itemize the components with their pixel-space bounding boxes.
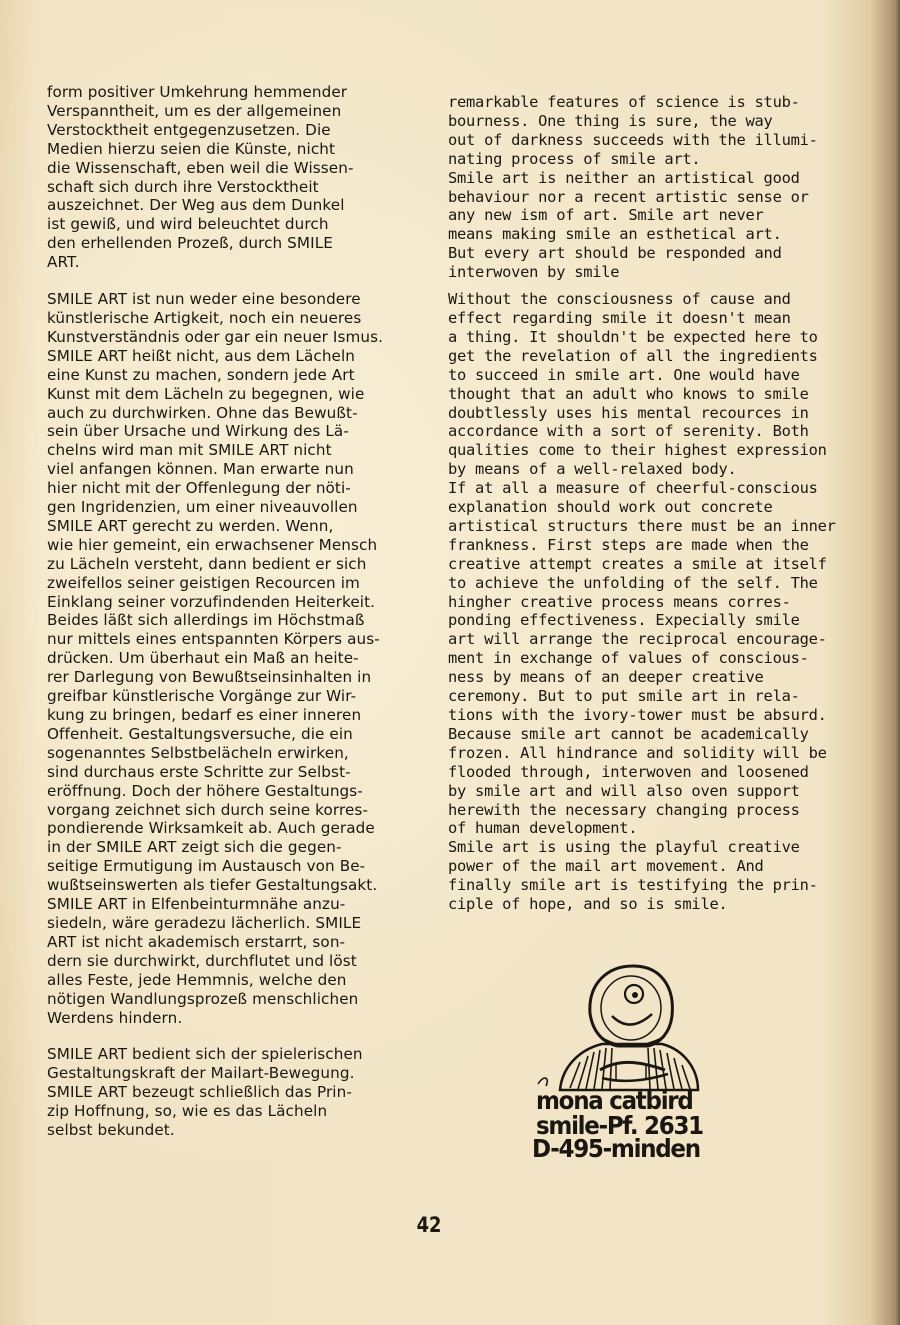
text-line: If at all a measure of cheerful-conscious	[448, 479, 818, 498]
text-line: ist gewiß, und wird beleuchtet durch	[47, 215, 329, 234]
german-text-column	[47, 83, 419, 1140]
text-line: bourness. One thing is sure, the way	[448, 111, 773, 130]
text-line: out of darkness succeeds with the illumi-	[448, 130, 818, 149]
text-line: Gestaltungskraft der Mailart-Bewegung.	[47, 1064, 355, 1083]
text-line: nur mittels eines entspannten Körpers aus-	[47, 630, 380, 649]
text-line: künstlerische Artigkeit, noch ein neueres	[47, 308, 362, 327]
text-line: selbst bekundet.	[47, 1121, 175, 1140]
text-line: Beides läßt sich allerdings im Höchstmaß	[47, 611, 365, 630]
text-line: wußtseinswerten als tiefer Gestaltungsakt.	[47, 876, 378, 895]
text-line: rer Darlegung von Bewußtseinsinhalten in	[47, 668, 372, 687]
text-line: zip Hoffnung, so, wie es das Lächeln	[47, 1102, 328, 1121]
text-line: sein über Ursache und Wirkung des Lä-	[47, 422, 349, 441]
text-line: by means of a well-relaxed body.	[448, 460, 737, 479]
stamp-city: D-495-minden	[532, 1134, 700, 1163]
text-line: siedeln, wäre geradezu lächerlich. SMILE	[47, 913, 362, 932]
text-line: auszeichnet. Der Weg aus dem Dunkel	[47, 196, 345, 215]
text-line: frozen. All hindrance and solidity will be	[448, 743, 827, 762]
text-line: tions with the ivory-tower must be absurd.	[448, 706, 827, 724]
text-line: sind durchaus erste Schritte zur Selbst-	[47, 762, 351, 781]
text-line: frankness. First steps are made when the	[448, 535, 809, 554]
text-line: die Wissenschaft, eben weil die Wissen-	[47, 158, 354, 177]
text-line: to succeed in smile art. One would have	[448, 365, 800, 384]
left-paragraph-2	[47, 290, 419, 1027]
text-line: kung zu bringen, bedarf es einer inneren	[47, 706, 362, 724]
text-line: qualities come to their highest expression	[448, 441, 827, 460]
text-line: drücken. Um überhaut ein Maß an heite-	[47, 649, 359, 668]
text-line: zweifellos seiner geistigen Recourcen im	[47, 573, 360, 592]
text-line: effect regarding smile it doesn't mean	[448, 308, 791, 327]
english-text-column	[448, 93, 836, 914]
stamp-name: mona catbird	[536, 1086, 693, 1115]
text-line: flooded through, interwoven and loosened	[448, 762, 809, 781]
text-line: schaft sich durch ihre Verstocktheit	[47, 177, 319, 196]
text-line: in der SMILE ART zeigt sich die gegen-	[47, 838, 342, 857]
text-line: accordance with a sort of serenity. Both	[448, 422, 809, 441]
left-paragraph-3	[47, 1045, 419, 1140]
text-line: form positiver Umkehrung hemmender	[47, 83, 348, 101]
text-line: Without the consciousness of cause and	[448, 290, 791, 309]
text-line: means making smile an esthetical art.	[448, 225, 782, 244]
text-line: any new ism of art. Smile art never	[448, 206, 764, 225]
text-line: art will arrange the reciprocal encourage-	[448, 630, 827, 649]
text-line: viel anfangen können. Man erwarte nun	[47, 460, 354, 479]
right-paragraph-1	[448, 93, 833, 282]
right-paragraph-2	[448, 290, 836, 914]
stamp-postbox: smile-Pf. 2631	[536, 1111, 703, 1140]
mona-catbird-stamp	[530, 958, 720, 1168]
text-line: Smile art is using the playful creative	[448, 838, 800, 857]
text-line: finally smile art is testifying the prin-	[448, 876, 818, 895]
text-line: Medien hierzu seien die Künste, nicht	[47, 139, 336, 158]
text-line: Kunstverständnis oder gar ein neuer Ismus.	[47, 327, 384, 346]
text-line: SMILE ART ist nun weder eine besondere	[47, 290, 361, 309]
text-line: power of the mail art movement. And	[448, 857, 764, 876]
text-line: seitige Ermutigung im Austausch von Be-	[47, 857, 366, 876]
text-line: alles Feste, jede Hemmnis, welche den	[47, 970, 347, 989]
text-line: ponding effectiveness. Expecially smile	[448, 611, 800, 630]
text-line: remarkable features of science is stub-	[448, 93, 800, 111]
text-line: SMILE ART in Elfenbeinturmnähe anzu-	[47, 895, 346, 914]
text-line: Offenheit. Gestaltungsversuche, die ein	[47, 724, 353, 743]
text-line: by smile art and will also oven support	[448, 781, 800, 800]
text-line: Werdens hindern.	[47, 1008, 183, 1027]
text-line: pondierende Wirksamkeit ab. Auch gerade	[47, 819, 375, 838]
text-line: eröffnung. Doch der höhere Gestaltungs-	[47, 781, 363, 800]
text-line: ART.	[47, 253, 80, 272]
text-line: But every art should be responded and	[448, 244, 782, 263]
text-line: vorgang zeichnet sich durch seine korres-	[47, 800, 369, 819]
text-line: SMILE ART bedient sich der spielerischen	[47, 1045, 363, 1064]
text-line: ment in exchange of values of conscious-	[448, 649, 809, 668]
text-line: gen Ingridenzien, um einer niveauvollen	[47, 498, 358, 517]
text-line: den erhellenden Prozeß, durch SMILE	[47, 234, 333, 253]
text-line: SMILE ART gerecht zu werden. Wenn,	[47, 516, 334, 535]
text-line: Verspanntheit, um es der allgemeinen	[47, 101, 342, 120]
text-line: behaviour nor a recent artistic sense or	[448, 187, 809, 206]
text-line: thought that an adult who knows to smile	[448, 384, 809, 403]
text-line: dern sie durchwirkt, durchflutet und löst	[47, 951, 357, 970]
text-line: zu Lächeln versteht, dann bedient er sich	[47, 554, 367, 573]
text-line: Smile art is neither an artistical good	[448, 168, 800, 187]
text-line: ciple of hope, and so is smile.	[448, 895, 728, 914]
text-line: artistical structurs there must be an inner	[448, 516, 836, 535]
text-line: wie hier gemeint, ein erwachsener Mensch	[47, 535, 378, 554]
text-line: SMILE ART heißt nicht, aus dem Lächeln	[47, 346, 356, 365]
text-line: nating process of smile art.	[448, 149, 701, 168]
text-line: a thing. It shouldn't be expected here to	[448, 327, 818, 346]
text-line: Because smile art cannot be academically	[448, 724, 809, 743]
text-line: ART ist nicht akademisch erstarrt, son-	[47, 932, 346, 951]
text-line: sogenanntes Selbstbelächeln erwirken,	[47, 743, 349, 762]
text-line: creative attempt creates a smile at itself	[448, 554, 827, 573]
text-line: of human development.	[448, 819, 638, 838]
text-line: greifbar künstlerische Vorgänge zur Wir-	[47, 687, 357, 706]
text-line: interwoven by smile	[448, 263, 620, 282]
text-line: nötigen Wandlungsprozeß menschlichen	[47, 989, 359, 1008]
text-line: explanation should work out concrete	[448, 498, 773, 517]
text-line: Einklang seiner vorzufindenden Heiterkeit.	[47, 592, 376, 611]
page-number: 42	[416, 1213, 442, 1237]
text-line: hingher creative process means corres-	[448, 592, 791, 611]
text-line: Verstocktheit entgegenzusetzen. Die	[47, 120, 331, 139]
text-line: doubtlessly uses his mental recources in	[448, 403, 809, 422]
text-line: SMILE ART bezeugt schließlich das Prin-	[47, 1083, 352, 1102]
text-line: Kunst mit dem Lächeln zu begegnen, wie	[47, 384, 365, 403]
smiling-figure-drawing	[530, 958, 720, 1093]
text-line: herewith the necessary changing process	[448, 800, 800, 819]
text-line: ceremony. But to put smile art in rela-	[448, 687, 800, 706]
text-line: auch zu durchwirken. Ohne das Bewußt-	[47, 403, 358, 422]
text-line: hier nicht mit der Offenlegung der nöti-	[47, 479, 351, 498]
text-line: eine Kunst zu machen, sondern jede Art	[47, 365, 355, 384]
left-paragraph-1	[47, 83, 419, 272]
text-line: ness by means of an deeper creative	[448, 668, 764, 687]
text-line: chelns wird man mit SMILE ART nicht	[47, 441, 332, 460]
text-line: get the revelation of all the ingredients	[448, 346, 818, 365]
text-line: to achieve the unfolding of the self. The	[448, 573, 818, 592]
